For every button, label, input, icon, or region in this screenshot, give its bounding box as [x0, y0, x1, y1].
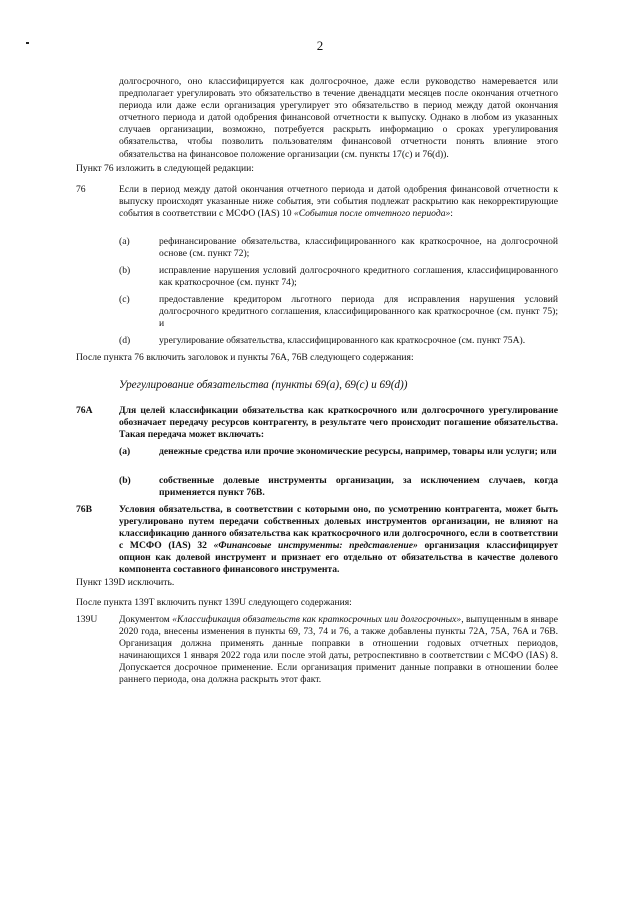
paragraph-139u-text-end: , выпущенным в январе 2020 года, внесены изменения в пункты 69, 73, 74 и 76, а также добавлены пункты 72A, 75A, 76A и 76B. Организация должна применять данные поправки в отношении годовых отчетных периодов, начинающихся 1 января 2022 года или после этой даты, ретроспективно в соответствии с МСФО (IAS) 8. Допускается досрочное применение. Если организация применит данные поправки в отношении более раннего периода, она должна раскрыть этот факт.	[119, 614, 558, 686]
item-label: (a)	[119, 236, 130, 247]
paragraph-76b	[119, 504, 558, 577]
list-item: денежные средства или прочие экономические ресурсы, например, товары или услуги; или	[159, 446, 557, 457]
instruction-139t: После пункта 139T включить пункт 139U следующего содержания:	[76, 597, 352, 608]
item-label: (a)	[119, 446, 131, 457]
paragraph-76a: Для целей классификации обязательства как краткосрочного или долгосрочного урегулирование обозначает передачу ресурсов контрагенту, в результате чего происходит погашение обязательства. Такая передача может включать:	[119, 405, 558, 441]
paragraph-number-76a: 76A	[76, 405, 93, 416]
paragraph-76-text: Если в период между датой окончания отчетного периода и датой одобрения финансовой отчетности к выпуску происходят указанные ниже события, эти события подлежат раскрытию как некорректирующие события в соответствии с МСФО (IAS) 10	[119, 184, 558, 220]
paragraph-139u	[119, 614, 558, 687]
paragraph-number-76b: 76B	[76, 504, 92, 515]
list-item: исправление нарушения условий долгосрочного кредитного соглашения, классифицированного как краткосрочное (см. пункт 74);	[159, 265, 558, 289]
item-label: (d)	[119, 335, 131, 346]
document-title: «Классификация обязательств как краткосрочных или долгосрочных»	[172, 614, 462, 625]
paragraph-number-76: 76	[76, 184, 86, 195]
list-item: рефинансирование обязательства, классифицированного как краткосрочное, на долгосрочной основе (см. пункт 72);	[159, 236, 558, 260]
item-label: (b)	[119, 475, 131, 486]
item-label: (b)	[119, 265, 131, 276]
intro-paragraph: долгосрочного, оно классифицируется как долгосрочное, даже если руководство намеревается или предполагает урегулировать это обязательство в течение двенадцати месяцев после окончания отчетного периода или даже если организация урегулирует это обязательство в период между датой окончания отчетного периода и датой одобрения финансовой отчетности к выпуску. Однако в любом из указанных случаев организации, возможно, потребуется раскрыть информацию о сроках урегулирования обязательства, чтобы позволить пользователям финансовой отчетности понять влияние этого обязательства на финансовое положение организации (см. пункты 17(c) и 76(d)).	[119, 76, 558, 160]
list-item: собственные долевые инструменты организации, за исключением случаев, когда применяется пункт 76B.	[159, 475, 558, 499]
ias32-title: «Финансовые инструменты: представление»	[213, 540, 418, 552]
item-label: (c)	[119, 294, 130, 305]
paragraph-76b-text-end: организация классифицирует опцион как долевой инструмент и признает его отдельно от обязательства в качестве долевого компонента составного финансового инструмента.	[119, 540, 558, 576]
page-number: 2	[316, 38, 324, 53]
instruction-after-76: После пункта 76 включить заголовок и пункты 76A, 76B следующего содержания:	[76, 352, 414, 363]
ias10-title: «События после отчетного периода»	[293, 208, 451, 220]
paragraph-number-139u: 139U	[76, 614, 98, 625]
instruction-139d: Пункт 139D исключить.	[76, 577, 175, 588]
list-item: урегулирование обязательства, классифицированного как краткосрочное (см. пункт 75A).	[159, 335, 526, 346]
instruction-76: Пункт 76 изложить в следующей редакции:	[76, 163, 254, 174]
paragraph-139u-text: Документом	[119, 614, 173, 625]
list-item: предоставление кредитором льготного периода для исправления нарушения условий долгосрочного кредитного соглашения, классифицированного как краткосрочное (см. пункт 75); и	[159, 294, 558, 330]
paragraph-76b-text: Условия обязательства, в соответствии с которыми оно, по усмотрению контрагента, может быть урегулировано путем передачи собственных долевых инструментов организации, не влияют на классификацию данного обязательства как краткосрочного или долгосрочного, если в соответствии с МСФО (IAS) 32	[119, 504, 558, 552]
section-heading: Урегулирование обязательства (пункты 69(a), 69(c) и 69(d))	[119, 379, 408, 391]
paragraph-76	[119, 184, 558, 220]
paragraph-76-colon: :	[450, 208, 453, 220]
